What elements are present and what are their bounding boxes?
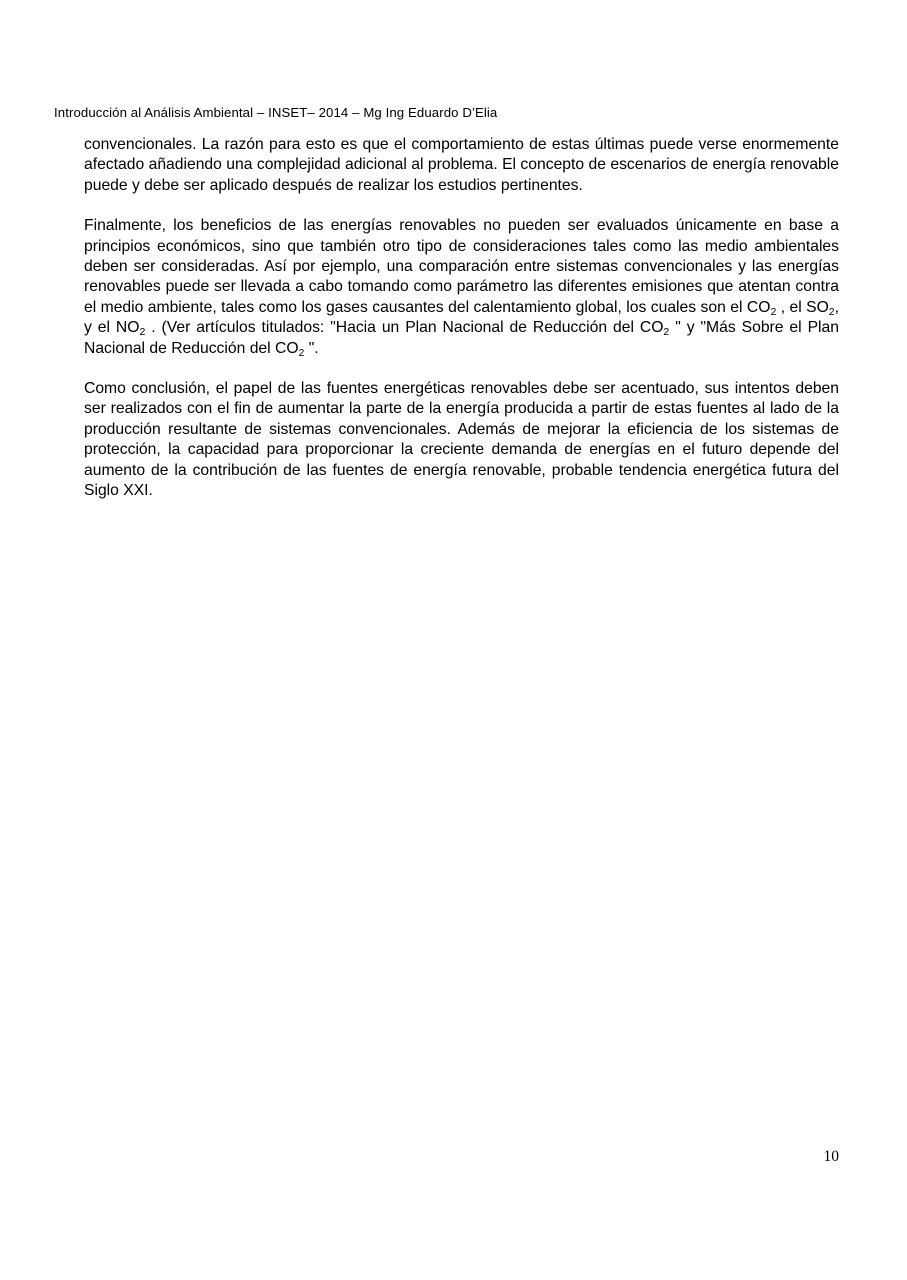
paragraph-text-segment: Finalmente, los beneficios de las energías renovables no pueden ser evaluados únicamente en base a principios económicos, sino que también otro tipo de consideraciones tales como las medio ambientales deben ser consideradas. Así por ejemplo, una comparación entre sistemas convencionales y las energías renovables puede ser llevada a cabo tomando como parámetro las diferentes emisiones que atentan contra el medio ambiente, tales como los gases causantes del calentamiento global, los cuales son el CO [84, 217, 839, 316]
running-header: Introducción al Análisis Ambiental – INSET– 2014 – Mg Ing Eduardo D’Elia [54, 105, 498, 120]
page-number: 10 [823, 1148, 839, 1165]
paragraph-conclusion: Como conclusión, el papel de las fuentes energéticas renovables debe ser acentuado, sus intentos deben ser realizados con el fin de aumentar la parte de la energía producida a partir de estas fuentes al lado de la producción resultante de sistemas convencionales. Además de mejorar la eficiencia de los sistemas de protección, la capacidad para proporcionar la creciente demanda de energías en el futuro depende del aumento de la contribución de las fuentes de energía renovable, probable tendencia energética futura del Siglo XXI. [84, 380, 839, 500]
paragraph-text-segment: , y el NO [84, 298, 839, 337]
subscript-co2: 2 [298, 346, 305, 359]
subscript-so2: 2 [828, 305, 835, 318]
subscript-co2: 2 [770, 305, 777, 318]
paragraph-text-segment: . (Ver artículos titulados: "Hacia un Plan Nacional de Reducción del CO [145, 319, 664, 337]
subscript-co2: 2 [663, 326, 670, 339]
paragraph-environmental-benefits [84, 216, 839, 359]
paragraph-text-segment: " y "Más Sobre el Plan Nacional de Reducción del CO [84, 319, 839, 357]
document-body [84, 135, 839, 522]
subscript-no2: 2 [139, 326, 146, 339]
paragraph-text-segment: ". [304, 339, 319, 357]
paragraph-text-segment: , el SO [776, 298, 829, 316]
paragraph-conventional-systems: convencionales. La razón para esto es que el comportamiento de estas últimas puede verse enormemente afectado añadiendo una complejidad adicional al problema. El concepto de escenarios de energía renovable puede y debe ser aplicado después de realizar los estudios pertinentes. [84, 136, 839, 194]
